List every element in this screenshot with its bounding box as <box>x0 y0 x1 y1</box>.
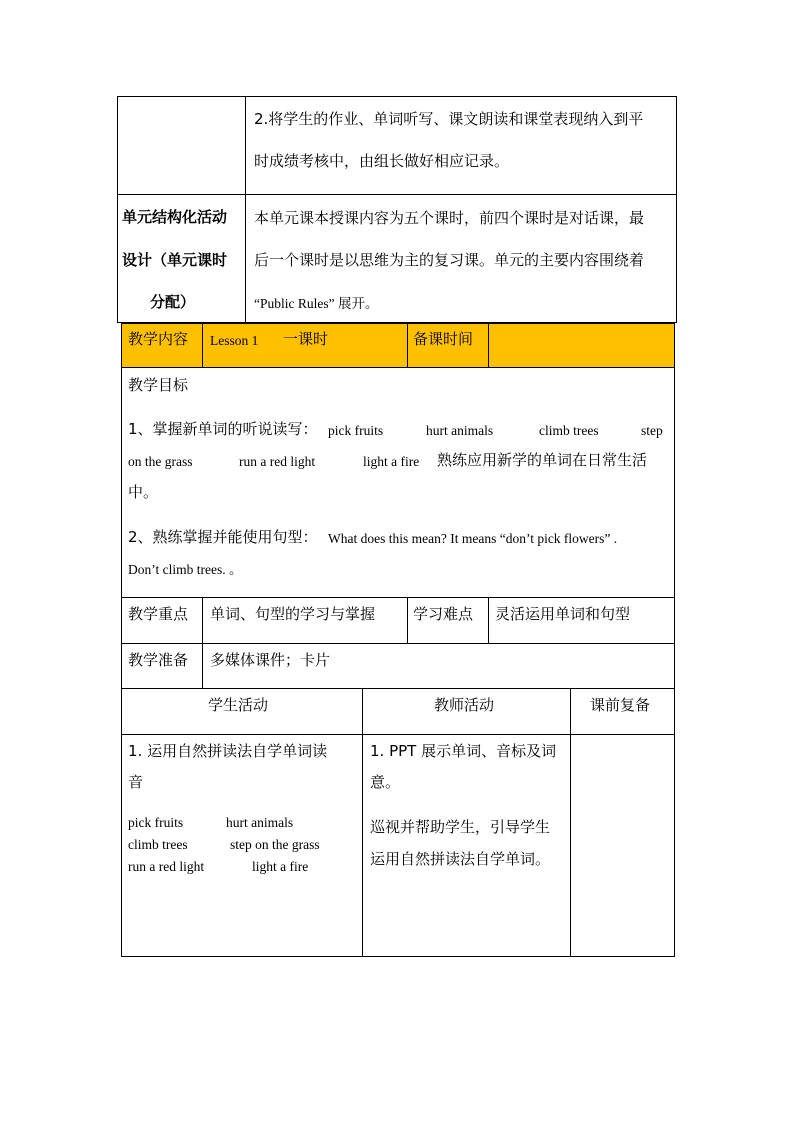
teacher-activity-line3: 巡视并帮助学生，引导学生 <box>370 818 551 836</box>
lesson-border-top <box>121 323 675 324</box>
keypoints-bottom <box>121 643 675 644</box>
unit-design-text-line1: 本单元课本授课内容为五个课时，前四个课时是对话课，最 <box>254 209 645 227</box>
difficulty-label: 学习难点 <box>413 605 474 623</box>
student-word: pick fruits <box>128 815 184 830</box>
unit-design-text-line2: 后一个课时是以思维为主的复习课。单元的主要内容围绕着 <box>254 251 645 269</box>
lesson-border-left <box>121 323 122 957</box>
key-points-value: 单词、句型的学习与掌握 <box>210 605 376 623</box>
lesson-number: Lesson 1 <box>210 333 259 348</box>
preparation-bottom <box>121 688 675 689</box>
objective1-word: pick fruits <box>328 423 384 438</box>
teacher-activity-line2: 意。 <box>370 773 401 791</box>
columns-header-bottom <box>121 734 675 735</box>
teacher-activity-line4: 运用自然拼读法自学单词。 <box>370 850 551 868</box>
top-table-border-right <box>676 96 677 322</box>
student-word: run a red light <box>128 859 205 874</box>
student-word: climb trees <box>128 837 188 852</box>
objectives-title: 教学目标 <box>128 376 189 394</box>
objective1-word: light a fire <box>363 454 420 469</box>
top-table-border-left <box>117 96 118 322</box>
top-table-border-top <box>117 96 677 97</box>
activity-col-divider-2 <box>570 688 571 956</box>
prep-time-label: 备课时间 <box>413 330 474 348</box>
lesson-header-highlight <box>121 323 674 367</box>
student-activity-title-line2: 音 <box>128 773 144 791</box>
content-label: 教学内容 <box>128 330 189 348</box>
unit-design-label-line3: 分配） <box>150 293 196 311</box>
teacher-activity-line1: 1. PPT 展示单词、音标及词 <box>370 742 557 760</box>
preparation-value: 多媒体课件；卡片 <box>210 651 331 669</box>
student-word: step on the grass <box>230 837 320 852</box>
student-activity-title-line1: 1. 运用自然拼读法自学单词读 <box>128 742 328 760</box>
header-col-divider-1 <box>202 323 203 367</box>
objective1-word: on the grass <box>128 454 193 469</box>
objectives-bottom <box>121 597 675 598</box>
objective1-word: climb trees <box>539 423 599 438</box>
keypoints-col-divider-2 <box>407 597 408 643</box>
objective1-word: step <box>641 423 663 438</box>
objective1-end: 中。 <box>128 483 159 501</box>
objective2-line2: Don’t climb trees. 。 <box>128 562 243 577</box>
lesson-header-bottom <box>121 367 675 368</box>
lesson-period: 一课时 <box>283 330 329 348</box>
difficulty-value: 灵活运用单词和句型 <box>495 605 631 623</box>
student-word: hurt animals <box>226 815 294 830</box>
preparation-col-divider <box>202 643 203 688</box>
column-header-review: 课前复备 <box>590 696 651 714</box>
activity-col-divider-1 <box>362 688 363 956</box>
objective2-prefix: 2、熟练掌握并能使用句型： <box>128 528 318 546</box>
lesson-border-right <box>674 323 675 957</box>
objective1-suffix: 熟练应用新学的单词在日常生活 <box>437 451 648 469</box>
header-col-divider-2 <box>407 323 408 367</box>
objective1-prefix: 1、掌握新单词的听说读写： <box>128 420 318 438</box>
unit-design-label-line2: 设计（单元课时 <box>122 251 228 269</box>
objective1-word: run a red light <box>239 454 316 469</box>
unit-design-text-line3: “Public Rules” 展开。 <box>254 296 379 311</box>
objective2-sentence: What does this mean? It means “don’t pick flowers” . <box>328 531 618 546</box>
preparation-label: 教学准备 <box>128 651 189 669</box>
column-header-student: 学生活动 <box>208 696 269 714</box>
key-points-label: 教学重点 <box>128 605 189 623</box>
grading-note-line1: 2.将学生的作业、单词听写、课文朗读和课堂表现纳入到平 <box>254 110 644 128</box>
keypoints-col-divider-1 <box>202 597 203 643</box>
unit-design-label-line1: 单元结构化活动 <box>122 208 228 226</box>
header-col-divider-3 <box>488 323 489 367</box>
objective1-word: hurt animals <box>426 423 494 438</box>
column-header-teacher: 教师活动 <box>434 696 495 714</box>
top-table-col-divider <box>245 96 246 322</box>
lesson-border-bottom <box>121 956 675 957</box>
student-word: light a fire <box>252 859 309 874</box>
grading-note-line2: 时成绩考核中，由组长做好相应记录。 <box>254 152 510 170</box>
top-table-row-divider <box>117 194 677 195</box>
keypoints-col-divider-3 <box>488 597 489 643</box>
